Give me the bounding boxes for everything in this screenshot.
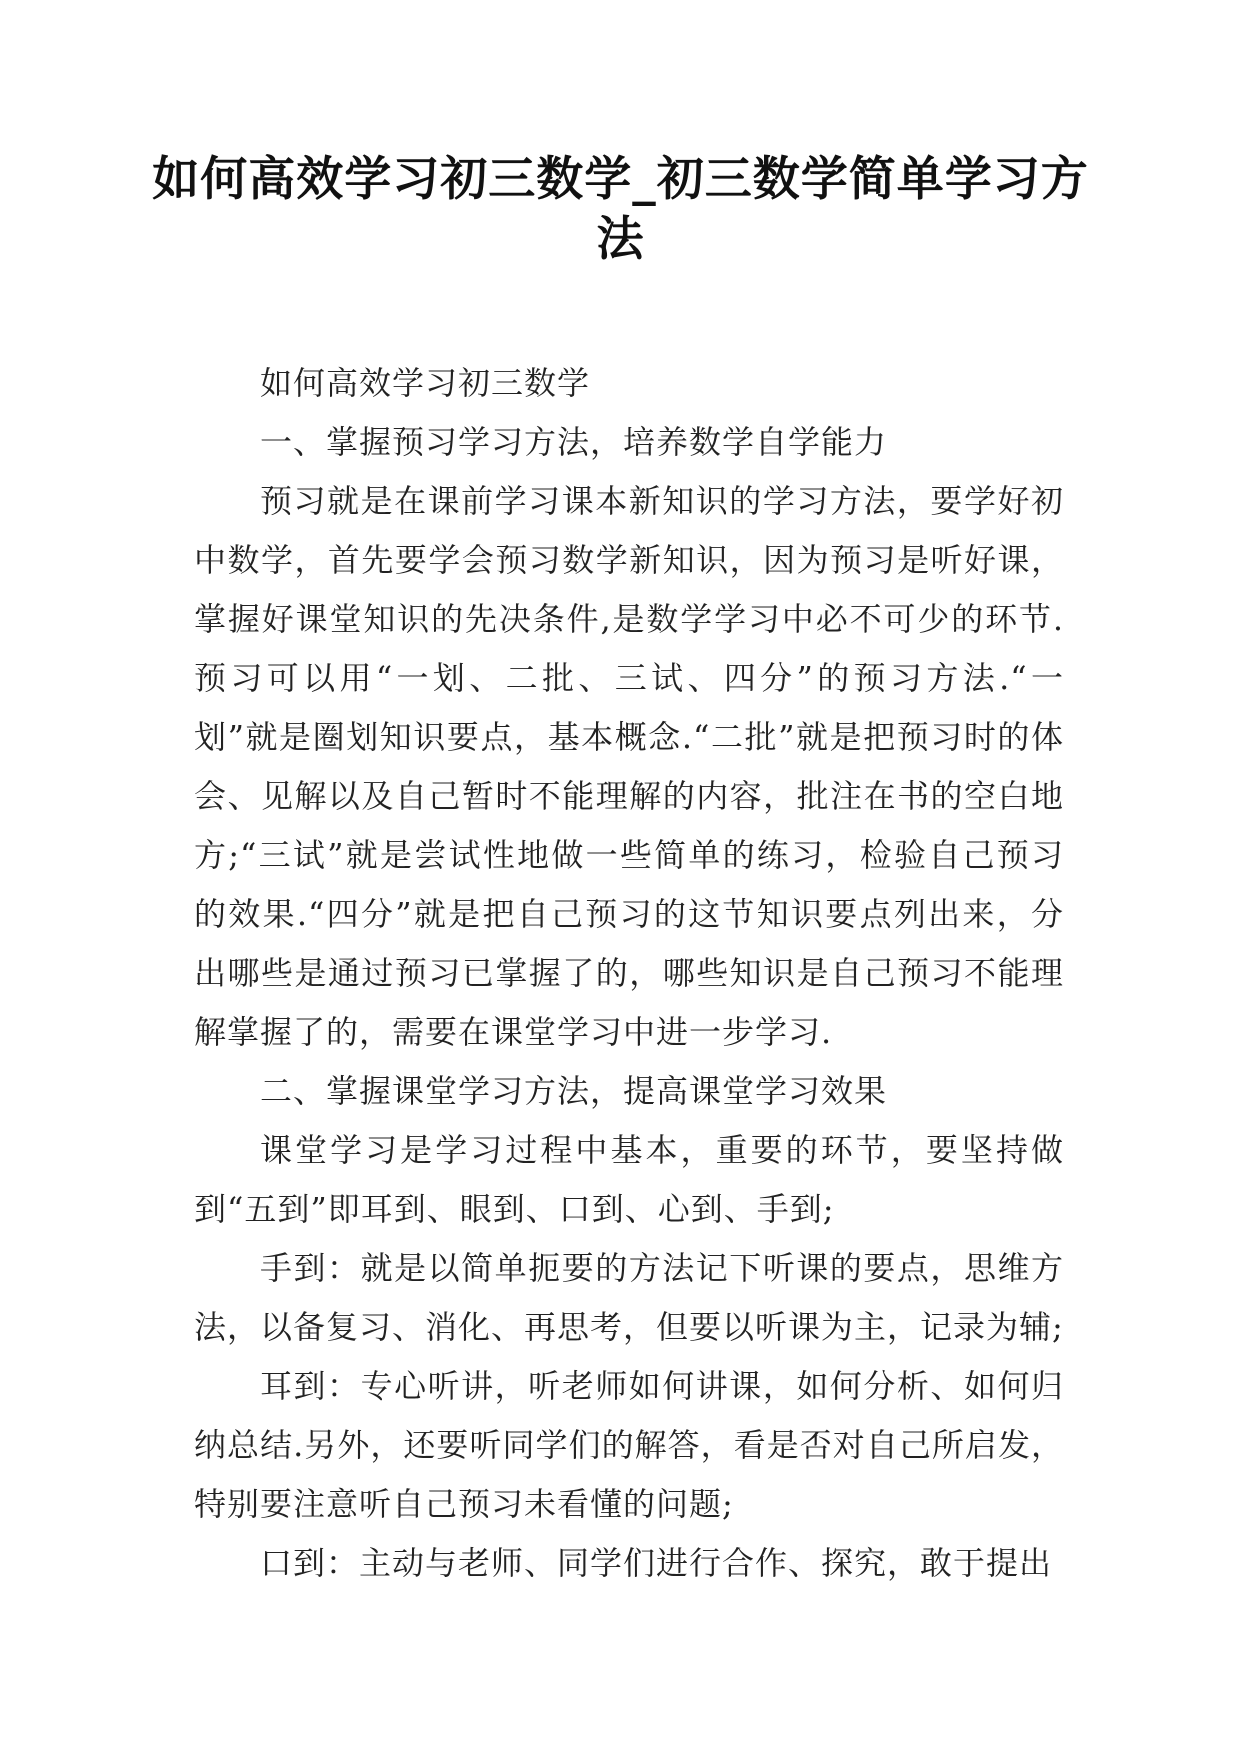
paragraph-hand: 手到：就是以简单扼要的方法记下听课的要点，思维方法，以备复习、消化、再思考，但要以听课为主，记录为辅; bbox=[194, 1249, 1064, 1346]
paragraph-section-2-heading: 二、掌握课堂学习方法，提高课堂学习效果 bbox=[260, 1072, 888, 1110]
paragraph-section-1-heading: 一、掌握预习学习方法，培养数学自学能力 bbox=[260, 423, 888, 461]
paragraph-classroom-learning: 课堂学习是学习过程中基本，重要的环节，要坚持做到“五到”即耳到、眼到、口到、心到、手到; bbox=[194, 1131, 1064, 1228]
paragraph-mouth: 口到：主动与老师、同学们进行合作、探究，敢于提出 bbox=[260, 1544, 1053, 1582]
paragraph-heading-main: 如何高效学习初三数学 bbox=[260, 364, 591, 402]
paragraph-ear: 耳到：专心听讲，听老师如何讲课，如何分析、如何归纳总结.另外，还要听同学们的解答，看是否对自己所启发，特别要注意听自己预习未看懂的问题; bbox=[194, 1367, 1064, 1523]
paragraph-preview-method: 预习就是在课前学习课本新知识的学习方法，要学好初中数学，首先要学会预习数学新知识，因为预习是听好课，掌握好课堂知识的先决条件,是数学学习中必不可少的环节.预习可以用“一划、二批、三试、四分”的预习方法.“一划”就是圈划知识要点，基本概念.“二批”就是把预习时的体会、见解以及自己暂时不能理解的内容，批注在书的空白地方;“三试”就是尝试性地做一些简单的练习，检验自己预习的效果.“四分”就是把自己预习的这节知识要点列出来，分出哪些是通过预习已掌握了的，哪些知识是自己预习不能理解掌握了的，需要在课堂学习中进一步学习. bbox=[194, 482, 1064, 1051]
document-body bbox=[194, 354, 1064, 1593]
document-title: 如何高效学习初三数学_初三数学简单学习方法 bbox=[152, 152, 1089, 267]
